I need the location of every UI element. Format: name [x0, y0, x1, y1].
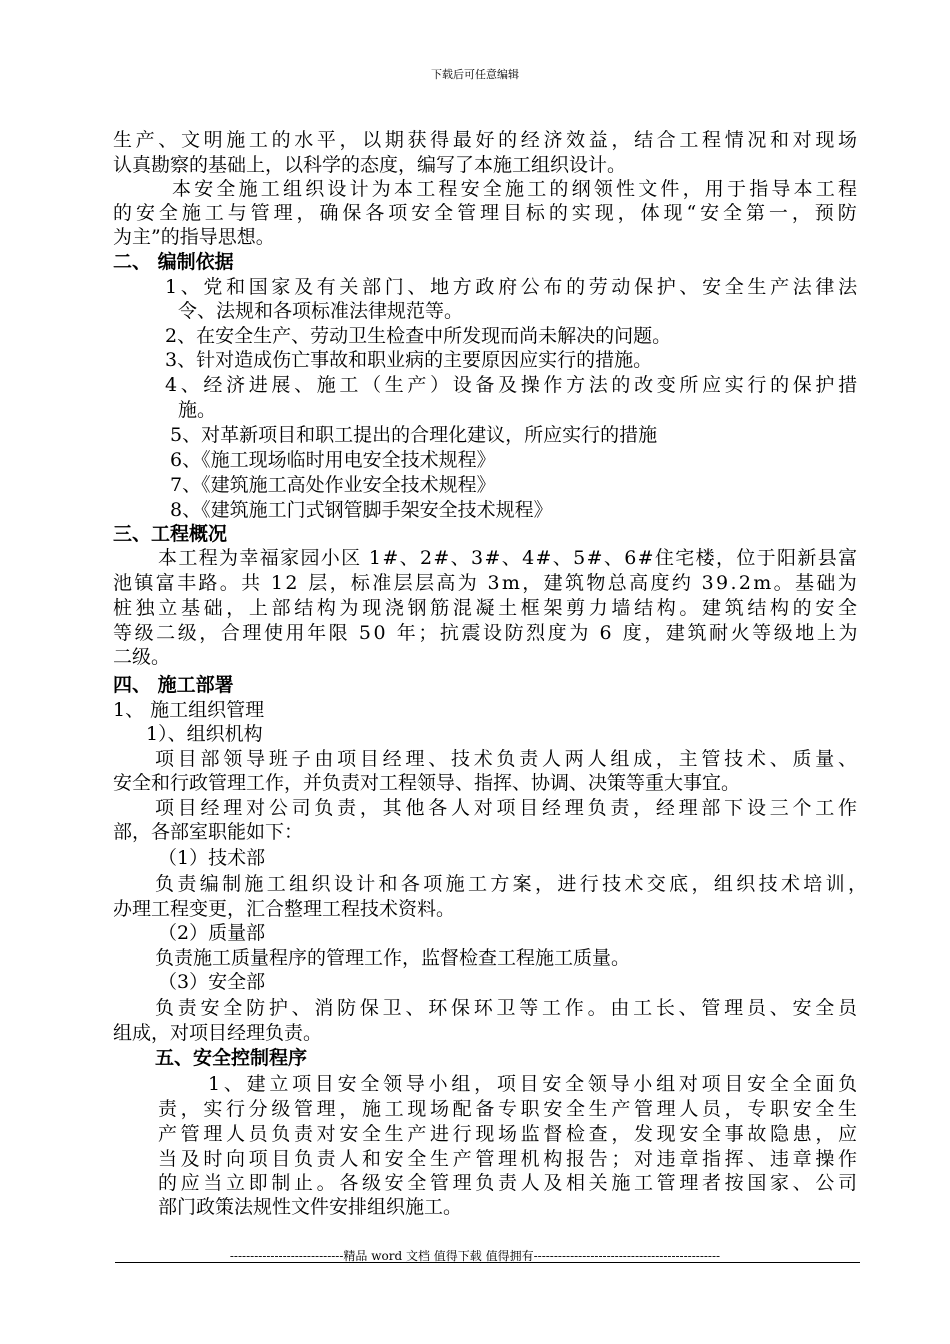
paragraph-line: 1、建立项目安全领导小组，项目安全领导小组对项目安全全面负	[208, 1073, 861, 1095]
subsection-heading: 1、 施工组织管理	[113, 699, 265, 721]
section-heading: 四、 施工部署	[113, 674, 234, 696]
section-heading: 三、工程概况	[113, 523, 228, 545]
paragraph-line: 等级二级，合理使用年限 50 年；抗震设防烈度为 6 度，建筑耐火等级地上为	[113, 622, 861, 644]
list-item: 令、法规和各项标准法律规范等。	[178, 300, 464, 322]
list-item: 施。	[178, 399, 217, 421]
paragraph-line: 项目经理对公司负责，其他各人对项目经理负责，经理部下设三个工作	[155, 797, 861, 819]
paragraph-line: 桩独立基础，上部结构为现浇钢筋混凝土框架剪力墙结构。建筑结构的安全	[113, 597, 861, 619]
paragraph-line: 当及时向项目负责人和安全生产管理机构报告；对违章指挥、违章操作	[158, 1148, 861, 1170]
section-heading: 二、 编制依据	[113, 251, 234, 273]
page-header: 下载后可任意编辑	[431, 68, 519, 81]
subsection-heading: 1）、组织机构	[146, 723, 263, 745]
paragraph-line: 生产、文明施工的水平，以期获得最好的经济效益，结合工程情况和对现场	[113, 129, 861, 151]
subsection-heading: （2）质量部	[158, 922, 266, 944]
list-item: 8、《建筑施工门式钢管脚手架安全技术规程》	[170, 499, 553, 521]
paragraph-line: 负责编制施工组织设计和各项施工方案，进行技术交底，组织技术培训，	[155, 873, 871, 895]
paragraph-line: 本安全施工组织设计为本工程安全施工的纲领性文件，用于指导本工程	[172, 178, 861, 200]
subsection-heading: （1）技术部	[158, 847, 266, 869]
paragraph-line: 本工程为幸福家园小区 1#、2#、3#、4#、5#、6#住宅楼，位于阳新县富	[158, 547, 859, 569]
paragraph-line: 安全和行政管理工作，并负责对工程领导、指挥、协调、决策等重大事宜。	[113, 772, 741, 794]
paragraph-line: 池镇富丰路。共 12 层，标准层层高为 3m，建筑物总高度约 39.2m。基础为	[113, 572, 860, 594]
list-item: 4、经济进展、施工（生产）设备及操作方法的改变所应实行的保护措	[165, 374, 861, 396]
section-heading: 五、安全控制程序	[155, 1047, 308, 1069]
paragraph-line: 为主”的指导思想。	[113, 226, 275, 248]
list-item: 1、党和国家及有关部门、地方政府公布的劳动保护、安全生产法律法	[165, 276, 861, 298]
paragraph-line: 部门政策法规性文件安排组织施工。	[158, 1196, 463, 1218]
paragraph-line: 责，实行分级管理，施工现场配备专职安全生产管理人员，专职安全生	[158, 1098, 861, 1120]
paragraph-line: 二级。	[113, 646, 171, 668]
paragraph-line: 组成，对项目经理负责。	[113, 1022, 323, 1044]
paragraph-line: 负责安全防护、消防保卫、环保环卫等工作。由工长、管理员、安全员	[155, 997, 861, 1019]
paragraph-line: 部，各部室职能如下：	[113, 821, 304, 843]
list-item: 2、在安全生产、劳动卫生检查中所发现而尚未解决的问题。	[165, 325, 672, 347]
paragraph-line: 负责施工质量程序的管理工作，监督检查工程施工质量。	[155, 947, 631, 969]
list-item: 6、《施工现场临时用电安全技术规程》	[170, 449, 496, 471]
page-footer: ----------------------------精品 word 文档 值得下载 值得拥有----------------------------------------------	[229, 1249, 721, 1263]
paragraph-line: 产管理人员负责对安全生产进行现场监督检查，发现安全事故隐患，应	[158, 1123, 861, 1145]
paragraph-line: 项目部领导班子由项目经理、技术负责人两人组成，主管技术、质量、	[155, 748, 861, 770]
list-item: 3、针对造成伤亡事故和职业病的主要原因应实行的措施。	[165, 349, 653, 371]
list-item: 7、《建筑施工高处作业安全技术规程》	[170, 474, 496, 496]
footer-rule	[115, 1262, 860, 1263]
paragraph-line: 办理工程变更，汇合整理工程技术资料。	[113, 898, 456, 920]
list-item: 5、对革新项目和职工提出的合理化建议，所应实行的措施	[170, 424, 658, 446]
paragraph-line: 认真勘察的基础上，以科学的态度，编写了本施工组织设计。	[113, 154, 627, 176]
paragraph-line: 的应当立即制止。各级安全管理负责人及相关施工管理者按国家、公司	[158, 1172, 861, 1194]
subsection-heading: （3）安全部	[158, 971, 266, 993]
paragraph-line: 的安全施工与管理，确保各项安全管理目标的实现，体现“安全第一，预防	[113, 202, 861, 224]
